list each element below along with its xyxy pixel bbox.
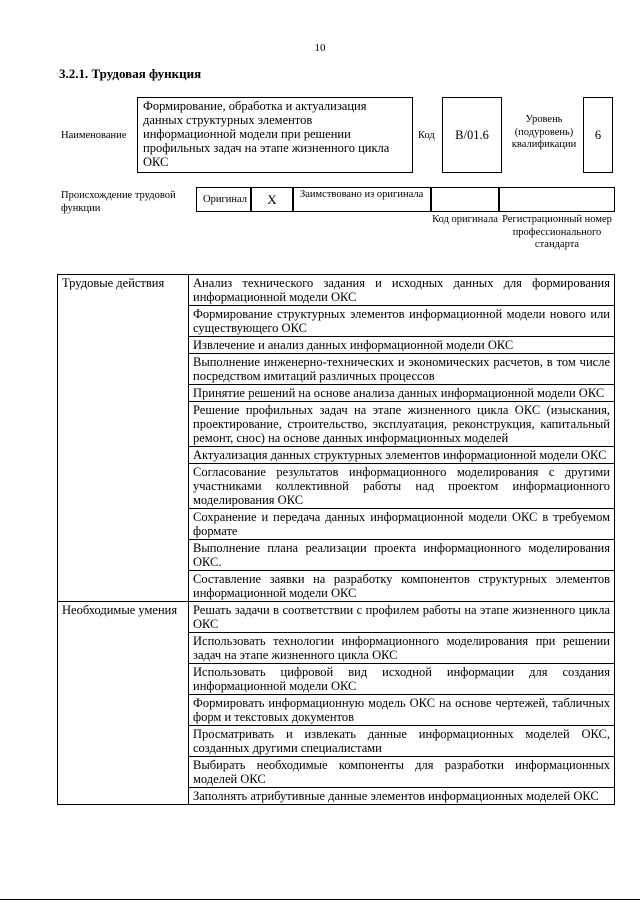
- level-value-box: 6: [583, 97, 613, 173]
- code-label: Код: [418, 130, 435, 141]
- table-cell: Просматривать и извлекать данные информационных моделей ОКС, созданных другими специалистами: [189, 726, 615, 757]
- page-number: 10: [314, 42, 326, 54]
- code-original-label: Код оригинала: [432, 214, 498, 225]
- table-cell: Формировать информационную модель ОКС на основе чертежей, табличных форм и текстовых документов: [189, 695, 615, 726]
- table-cell: Решать задачи в соответствии с профилем работы на этапе жизненного цикла ОКС: [189, 602, 615, 633]
- code-value-box: B/01.6: [442, 97, 502, 173]
- table-row: [58, 275, 615, 306]
- table-cell: Формирование структурных элементов информационной модели нового или существующего ОКС: [189, 306, 615, 337]
- labor-function-table: [57, 274, 615, 805]
- table-row: [58, 602, 615, 633]
- name-label: Наименование: [61, 130, 127, 141]
- function-name-box: Формирование, обработка и актуализация данных структурных элементов информационной модели при решении профильных задач на этапе жизненного цикла ОКС: [137, 97, 413, 173]
- borrowed-cell: Заимствовано из оригинала: [293, 187, 431, 212]
- reg-number-label: Регистрационный номер профессионального стандарта: [502, 214, 612, 250]
- original-mark-cell: X: [251, 187, 293, 212]
- original-label-cell: Оригинал: [196, 187, 251, 212]
- table-cell: Выполнение инженерно-технических и экономических расчетов, в том числе посредством имитаций различных процессов: [189, 354, 615, 385]
- scan-edge-line: [0, 899, 640, 900]
- level-label: Уровень (подуровень) квалификации: [511, 114, 577, 150]
- table-cell: Составление заявки на разработку компонентов структурных элементов информационной модели ОКС: [189, 571, 615, 602]
- table-cell: Актуализация данных структурных элементов информационной модели ОКС: [189, 447, 615, 464]
- code-original-cell: [431, 187, 499, 212]
- table-cell: Анализ технического задания и исходных данных для формирования информационной модели ОКС: [189, 275, 615, 306]
- table-cell: Извлечение и анализ данных информационной модели ОКС: [189, 337, 615, 354]
- category-cell: Трудовые действия: [58, 275, 189, 602]
- origin-label: Происхождение трудовой функции: [61, 190, 176, 214]
- table-cell: Использовать цифровой вид исходной информации для создания информационной модели ОКС: [189, 664, 615, 695]
- table-cell: Выполнение плана реализации проекта информационного моделирования ОКС.: [189, 540, 615, 571]
- category-cell: Необходимые умения: [58, 602, 189, 805]
- table-cell: Принятие решений на основе анализа данных информационной модели ОКС: [189, 385, 615, 402]
- table-cell: Сохранение и передача данных информационной модели ОКС в требуемом формате: [189, 509, 615, 540]
- table-cell: Решение профильных задач на этапе жизненного цикла ОКС (изыскания, проектирование, строительство, эксплуатация, реконструкция, капитальный ремонт, снос) на основе данных информационных моделей: [189, 402, 615, 447]
- table-cell: Использовать технологии информационного моделирования при решении задач на этапе жизненного цикла ОКС: [189, 633, 615, 664]
- table-cell: Согласование результатов информационного моделирования с другими участниками коллективной работы над проектом информационного моделирования ОКС: [189, 464, 615, 509]
- section-title: 3.2.1. Трудовая функция: [59, 66, 202, 81]
- table-cell: Заполнять атрибутивные данные элементов информационных моделей ОКС: [189, 788, 615, 805]
- reg-number-cell: [499, 187, 615, 212]
- table-cell: Выбирать необходимые компоненты для разработки информационных моделей ОКС: [189, 757, 615, 788]
